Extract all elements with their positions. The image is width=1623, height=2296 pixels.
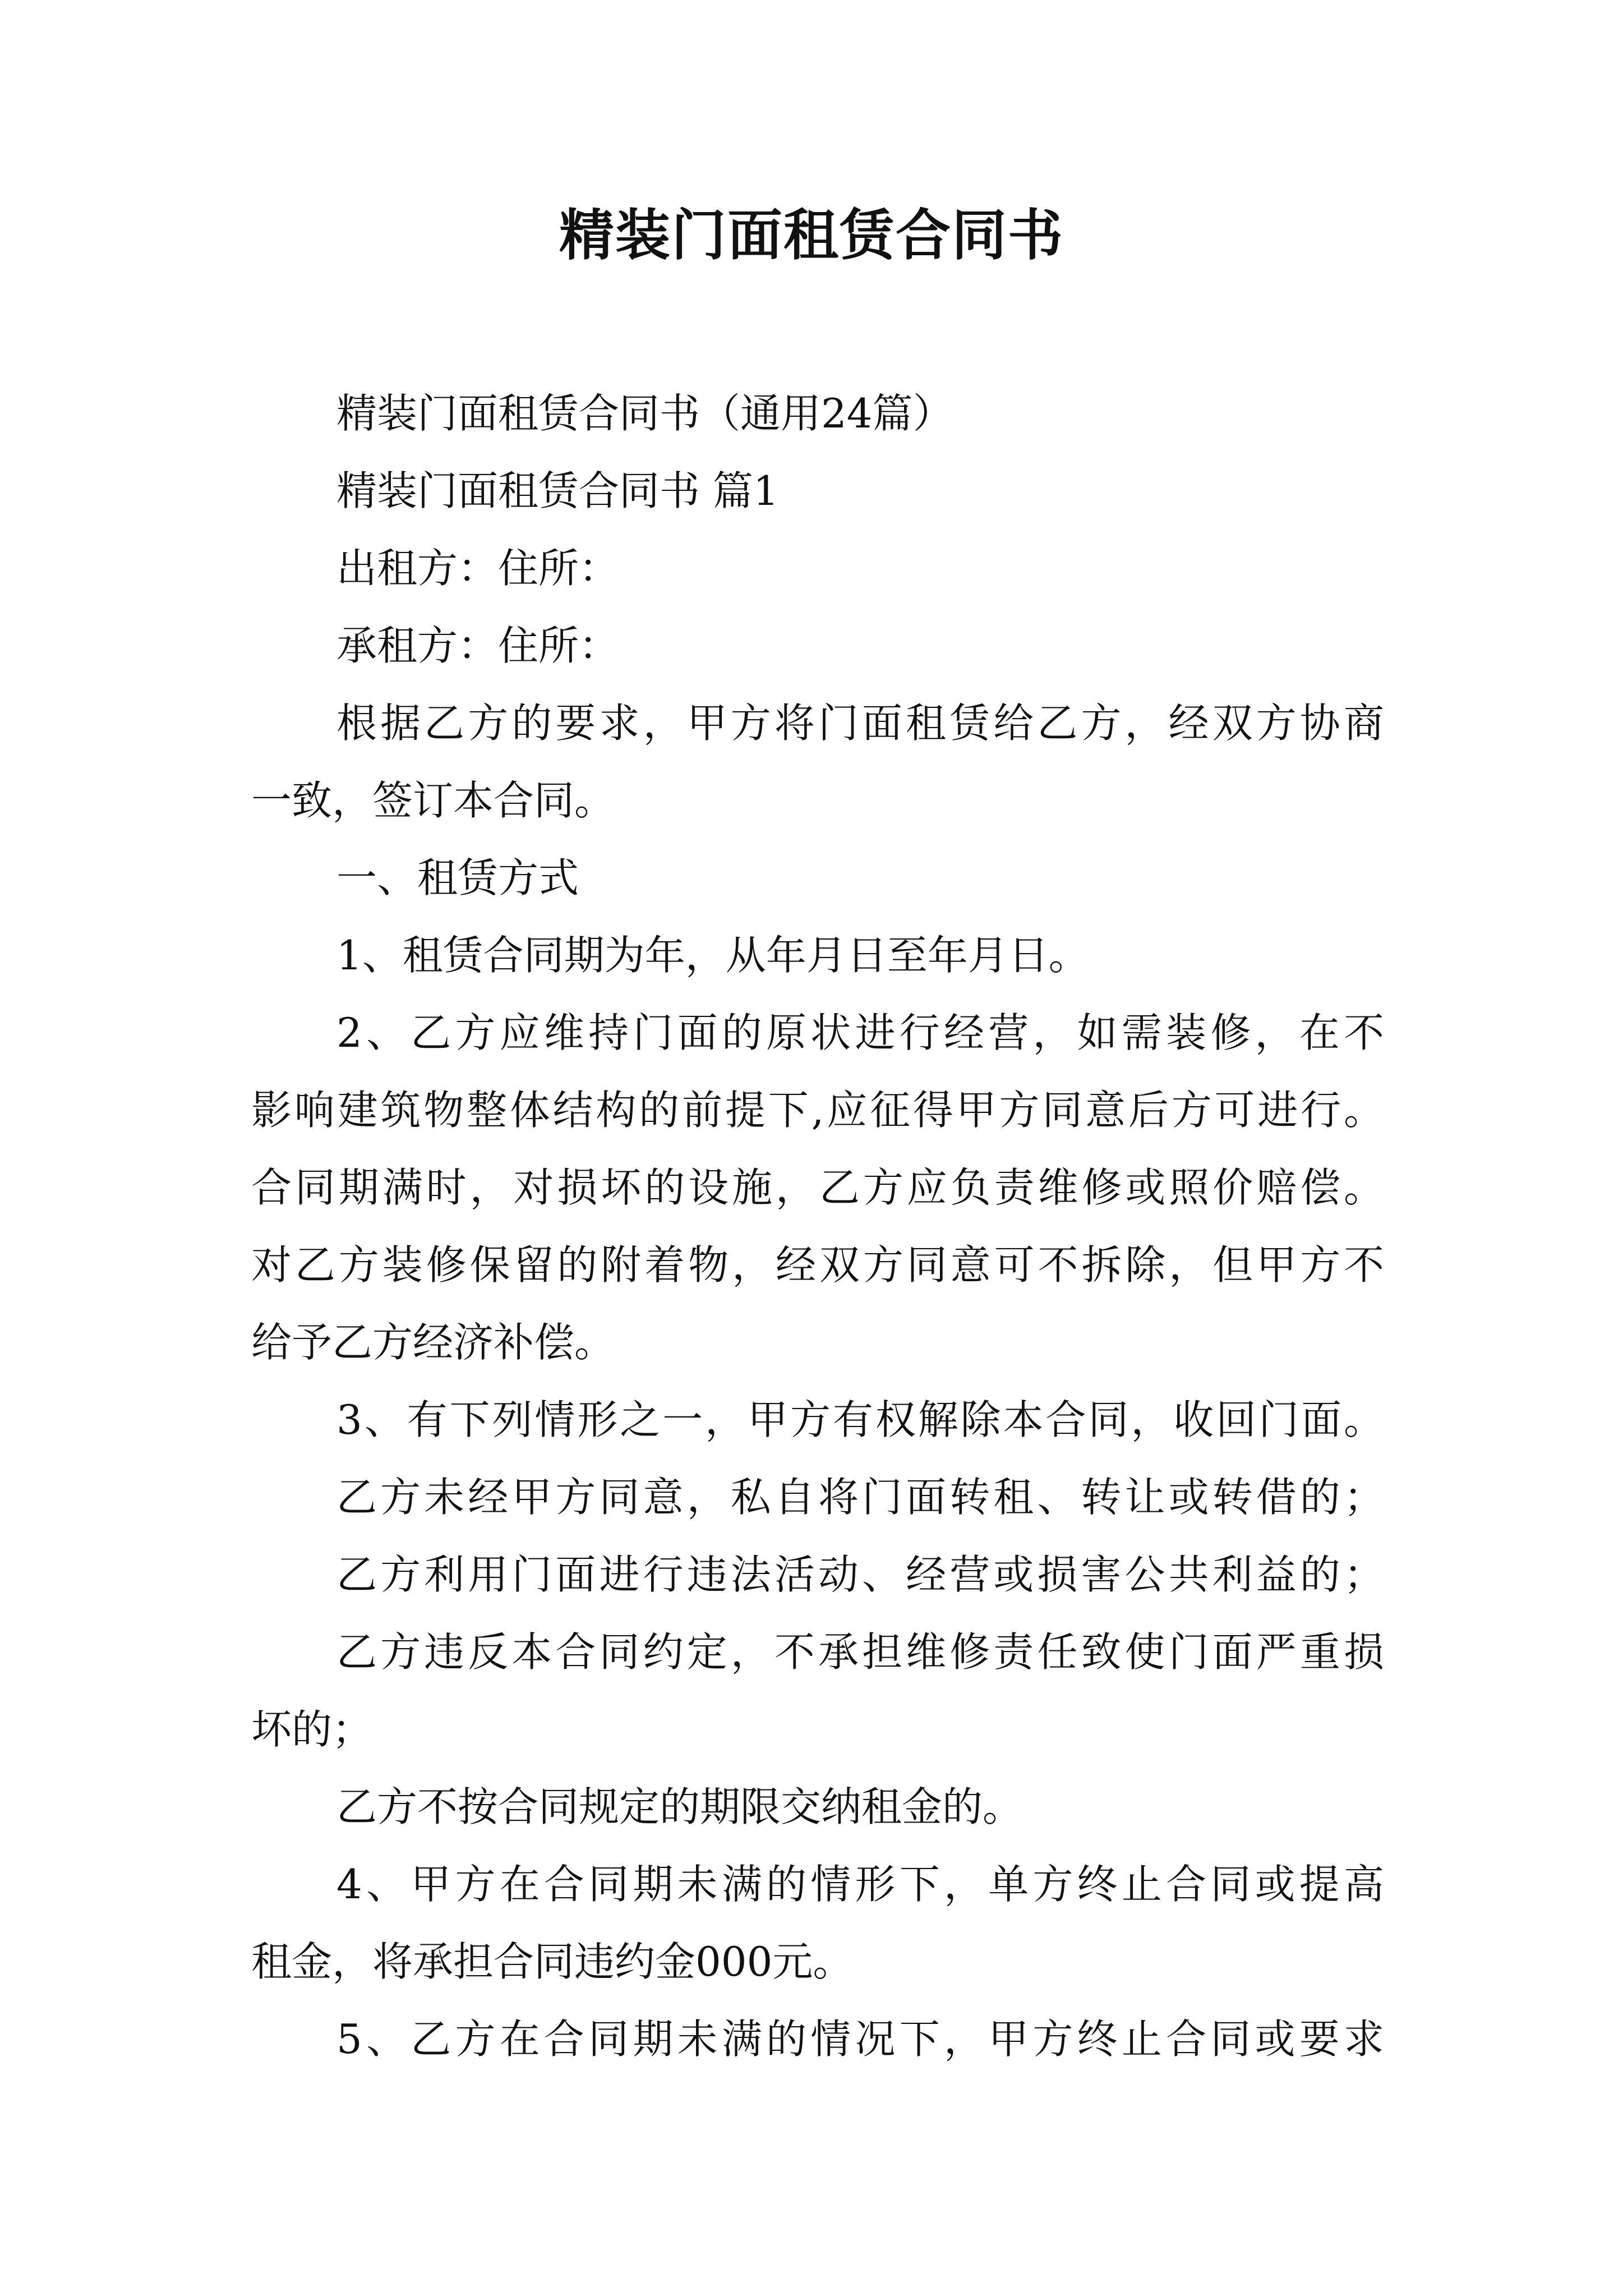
text-line: 精装门面租赁合同书 篇1 [336, 467, 779, 514]
text-line: 乙方违反本合同约定，不承担维修责任致使门面严重损 [336, 1628, 1384, 1676]
text-line: 乙方利用门面进行违法活动、经营或损害公共利益的； [336, 1551, 1384, 1598]
text-line: 1、租赁合同期为年，从年月日至年月日。 [336, 932, 1089, 979]
text-line: 乙方未经甲方同意，私自将门面转租、转让或转借的； [336, 1474, 1384, 1521]
text-line: 4、甲方在合同期未满的情形下，单方终止合同或提高 [336, 1861, 1384, 1908]
text-line: 出租方：住所： [336, 545, 620, 592]
text-line: 租金，将承担合同违约金000元。 [251, 1938, 854, 1985]
text-line: 3、有下列情形之一，甲方有权解除本合同，收回门面。 [336, 1396, 1384, 1443]
text-line: 5、乙方在合同期未满的情况下，甲方终止合同或要求 [336, 2016, 1384, 2063]
text-line: 精装门面租赁合同书（通用24篇） [336, 390, 953, 437]
document-body [251, 375, 1384, 2078]
text-line: 给予乙方经济补偿。 [251, 1319, 615, 1366]
text-line: 根据乙方的要求，甲方将门面租赁给乙方，经双方协商 [336, 700, 1384, 747]
text-line: 一致，签订本合同。 [251, 777, 615, 824]
text-line: 2、乙方应维持门面的原状进行经营，如需装修，在不 [336, 1009, 1384, 1056]
section-heading: 一、租赁方式 [336, 854, 579, 901]
document-title: 精装门面租赁合同书 [559, 203, 1064, 268]
text-line: 合同期满时，对损坏的设施，乙方应负责维修或照价赔偿。 [251, 1164, 1384, 1211]
text-line: 乙方不按合同规定的期限交纳租金的。 [336, 1783, 1023, 1830]
text-line: 影响建筑物整体结构的前提下,应征得甲方同意后方可进行。 [251, 1087, 1384, 1134]
text-line: 坏的； [251, 1706, 373, 1753]
text-line: 对乙方装修保留的附着物，经双方同意可不拆除，但甲方不 [251, 1241, 1384, 1289]
text-line: 承租方：住所： [336, 622, 620, 669]
